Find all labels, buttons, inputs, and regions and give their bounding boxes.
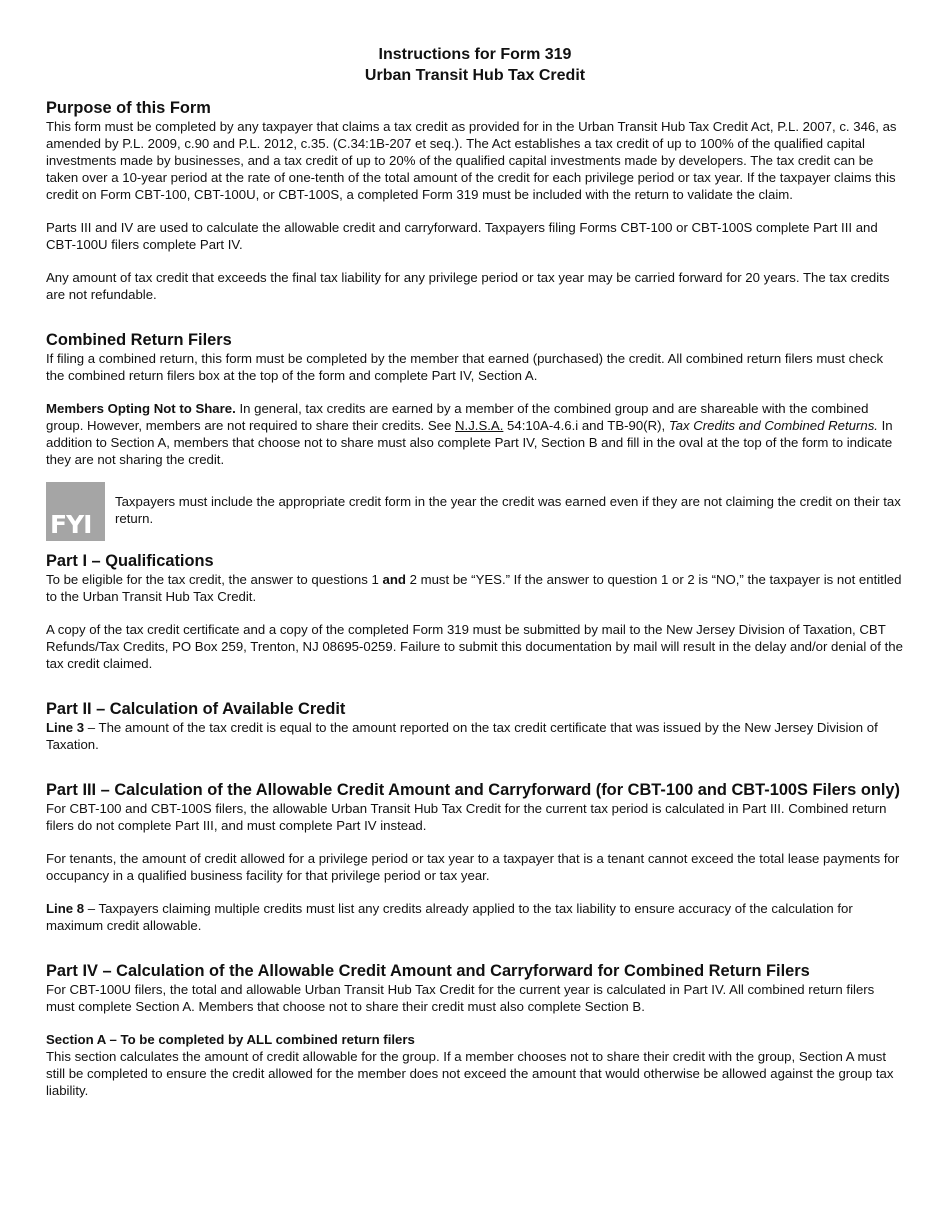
part2-line-text: – The amount of the tax credit is equal to the amount reported on the tax credit certificate that was issued by the New Jersey Division of Taxation. bbox=[46, 720, 878, 752]
part3-line-text: – Taxpayers claiming multiple credits must list any credits already applied to the tax liability to ensure accuracy of the calculation for maximum credit allowable. bbox=[46, 901, 853, 933]
part3-paragraph-1: For CBT-100 and CBT-100S filers, the allowable Urban Transit Hub Tax Credit for the current tax period is calculated in Part III. Combined return filers do not complete Part III, and must complete Part IV instead. bbox=[46, 801, 887, 833]
title-line-2: Urban Transit Hub Tax Credit bbox=[364, 67, 586, 84]
part4-heading: Part IV – Calculation of the Allowable Credit Amount and Carryforward for Combined Return Filers bbox=[46, 962, 810, 980]
fyi-callout bbox=[46, 482, 904, 541]
fyi-label: FYI bbox=[50, 510, 92, 539]
part1-paragraph-1 bbox=[46, 571, 904, 605]
combined-p2-publication: Tax Credits and Combined Returns. bbox=[668, 418, 878, 433]
purpose-paragraph-3: Any amount of tax credit that exceeds the final tax liability for any privilege period or tax year may be carried forward for 20 years. The tax credits are not refundable. bbox=[46, 270, 890, 302]
page-title bbox=[46, 44, 904, 86]
part2-heading: Part II – Calculation of Available Credit bbox=[46, 700, 346, 718]
purpose-paragraph-1: This form must be completed by any taxpayer that claims a tax credit as provided for in the Urban Transit Hub Tax Credit Act, P.L. 2007, c. 346, as amended by P.L. 2009, c.90 and P.L. 2012, c.35. (C.34:1B-207 et seq.). The Act establishes a tax credit of up to 100% of the qualified capital investments made by businesses, and a tax credit of up to 20% of the qualified capital investments made by developers. The tax credit can be taken over a 10-year period at the rate of one-tenth of the total amount of the credit for each privilege period or tax year. If the taxpayer claims this credit on Form CBT-100, CBT-100U, or CBT-100S, a completed Form 319 must be included with the return to validate the claim. bbox=[46, 119, 897, 202]
part1-p1-text-a: To be eligible for the tax credit, the answer to questions 1 bbox=[46, 572, 383, 587]
fyi-text: Taxpayers must include the appropriate credit form in the year the credit was earned even if they are not claiming the credit on their tax return. bbox=[115, 494, 901, 526]
part1-paragraph-2: A copy of the tax credit certificate and a copy of the completed Form 319 must be submitted by mail to the New Jersey Division of Taxation, CBT Refunds/Tax Credits, PO Box 259, Trenton, NJ 08695-0259. Failure to submit this documentation by mail will result in the delay and/or denial of the tax credit claimed. bbox=[46, 622, 903, 671]
part4-paragraph-1: For CBT-100U filers, the total and allowable Urban Transit Hub Tax Credit for the current year is calculated in Part IV. All combined return filers must complete Section A. Members that choose not to share their credit must also complete Section B. bbox=[46, 982, 875, 1014]
njsa-link[interactable]: N.J.S.A. bbox=[455, 418, 504, 433]
part2-line3 bbox=[46, 719, 904, 753]
part3-paragraph-2: For tenants, the amount of credit allowed for a privilege period or tax year to a taxpayer that is a tenant cannot exceed the total lease payments for occupancy in a qualified business facility for that privilege period or tax year. bbox=[46, 851, 900, 883]
combined-paragraph-1: If filing a combined return, this form must be completed by the member that earned (purchased) the credit. All combined return filers must check the combined return filers box at the top of the form and complete Part IV, Section A. bbox=[46, 351, 884, 383]
part1-p1-and: and bbox=[382, 572, 406, 587]
combined-p2-text-c: In addition to Section A, members that choose not to share must also complete Part IV, Section B and fill in the oval at the top of the form to indicate they are not sharing the credit. bbox=[46, 418, 893, 467]
purpose-heading: Purpose of this Form bbox=[46, 99, 211, 117]
part3-line-label: Line 8 bbox=[46, 901, 85, 916]
title-line-1: Instructions for Form 319 bbox=[378, 46, 572, 63]
combined-p2-text-b: 54:10A-4.6.i and TB-90(R), bbox=[503, 418, 669, 433]
combined-paragraph-2 bbox=[46, 400, 904, 468]
section-a-heading: Section A – To be completed by ALL combined return filers bbox=[46, 1032, 415, 1047]
part1-p1-text-b: 2 must be “YES.” If the answer to question 1 or 2 is “NO,” the taxpayer is not entitled to the Urban Transit Hub Tax Credit. bbox=[46, 572, 902, 604]
fyi-icon bbox=[46, 482, 105, 541]
purpose-paragraph-2: Parts III and IV are used to calculate the allowable credit and carryforward. Taxpayers filing Forms CBT-100 or CBT-100S complete Part III and CBT-100U filers complete Part IV. bbox=[46, 220, 878, 252]
part3-line8 bbox=[46, 900, 904, 934]
part1-heading: Part I – Qualifications bbox=[46, 552, 214, 570]
part3-heading: Part III – Calculation of the Allowable Credit Amount and Carryforward (for CBT-100 and CBT-100S Filers only) bbox=[46, 781, 900, 799]
part2-line-label: Line 3 bbox=[46, 720, 85, 735]
section-a-paragraph: This section calculates the amount of credit allowable for the group. If a member chooses not to share their credit with the group, Section A must still be completed to ensure the credit allowed for the member does not exceed the amount that would otherwise be allowed against the group tax liability. bbox=[46, 1049, 894, 1098]
combined-heading: Combined Return Filers bbox=[46, 331, 232, 349]
members-opting-label: Members Opting Not to Share. bbox=[46, 401, 236, 416]
combined-p2-text-a: In general, tax credits are earned by a member of the combined group and are shareable with the combined group. However, members are not required to share their credits. See bbox=[46, 401, 869, 433]
